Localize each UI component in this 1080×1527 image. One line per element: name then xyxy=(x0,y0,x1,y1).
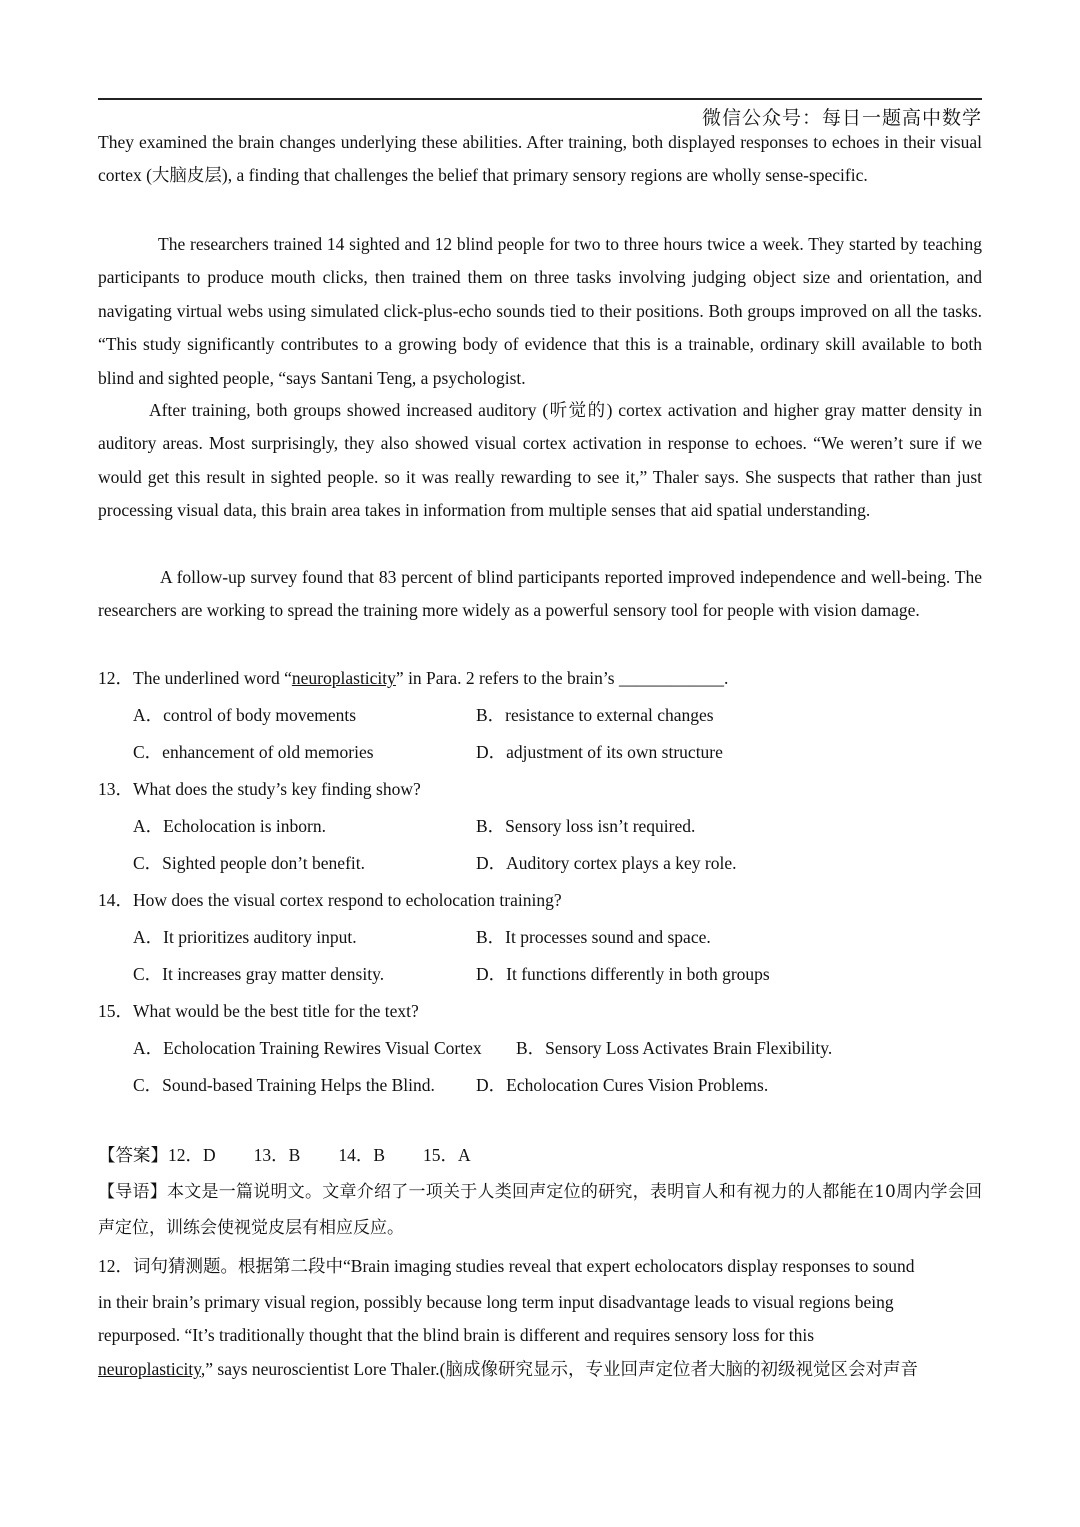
passage-paragraph-4: A follow-up survey found that 83 percent of blind participants reported improved independence and well-being. The researchers are working to spread the training more widely as a powerful sensory tool for people with vision damage. xyxy=(98,567,982,621)
explanation-12-line-4-rest: ,” says neuroscientist Lore Thaler.(脑成像研究显示，专业回声定位者大脑的初级视觉区会对声音 xyxy=(200,1359,918,1379)
answer-12: 12．D xyxy=(168,1145,216,1165)
answer-key xyxy=(98,1143,471,1167)
explanation-12-line-2: in their brain’s primary visual region, possibly because long term input disadvantage leads to visual regions being xyxy=(98,1292,894,1312)
q12-option-c: C．enhancement of old memories xyxy=(133,742,374,762)
question-15-stem: 15．What would be the best title for the text? xyxy=(98,1001,419,1021)
q15-option-b: B．Sensory Loss Activates Brain Flexibility. xyxy=(516,1038,833,1058)
explanation-12-line-3: repurposed. “It’s traditionally thought that the blind brain is different and requires sensory loss for this xyxy=(98,1325,815,1345)
q15-option-a: A．Echolocation Training Rewires Visual Cortex xyxy=(133,1038,482,1058)
q15-option-d: D．Echolocation Cures Vision Problems. xyxy=(476,1075,769,1095)
q12-text-post: ” in Para. 2 refers to the brain’s xyxy=(395,668,619,688)
answer-14: 14．B xyxy=(338,1145,386,1165)
question-14-stem: 14．How does the visual cortex respond to echolocation training? xyxy=(98,890,562,910)
answer-15: 15．A xyxy=(423,1145,471,1165)
q14-option-d: D．It functions differently in both groups xyxy=(476,964,770,984)
q13-option-b: B．Sensory loss isn’t required. xyxy=(476,816,696,836)
q14-option-a: A．It prioritizes auditory input. xyxy=(133,927,357,947)
underlined-word-explanation: neuroplasticity xyxy=(98,1359,201,1379)
q12-option-b: B．resistance to external changes xyxy=(476,705,714,725)
passage-paragraph-3: After training, both groups showed increased auditory (听觉的) cortex activation and higher gray matter density in auditory areas. Most surprisingly, they also showed visual cortex activation in response to echoes. “We weren’t sure if we would get this result in sighted people. so it was really rewarding to see it,” Thaler says. She suspects that rather than just processing visual data, this brain area takes in information from multiple senses that aid spatial understanding. xyxy=(98,400,982,521)
underlined-word: neuroplasticity xyxy=(291,668,396,688)
q13-option-d: D．Auditory cortex plays a key role. xyxy=(476,853,737,873)
header-watermark: 微信公众号：每日一题高中数学 xyxy=(701,107,982,129)
guide-text: 本文是一篇说明文。文章介绍了一项关于人类回声定位的研究，表明盲人和有视力的人都能在10周内学会回声定位，训练会使视觉皮层有相应反应。 xyxy=(98,1182,983,1238)
q13-option-c: C．Sighted people don’t benefit. xyxy=(133,853,366,873)
question-13-stem: 13．What does the study’s key finding show? xyxy=(98,779,421,799)
q12-option-a: A．control of body movements xyxy=(133,705,357,725)
guide-paragraph xyxy=(98,1174,982,1246)
passage-paragraph-2: The researchers trained 14 sighted and 12 blind people for two to three hours twice a week. They started by teaching participants to produce mouth clicks, then trained them on three tasks involving judging object size and orientation, and navigating virtual webs using simulated click-plus-echo sounds tied to their positions. Both groups improved on all the tasks. “This study significantly contributes to a growing body of evidence that this is a trainable, ordinary skill available to both blind and sighted people, “says Santani Teng, a psychologist. xyxy=(98,234,982,388)
q15-option-c: C．Sound-based Training Helps the Blind. xyxy=(133,1075,435,1095)
explanation-12-line-1: 12．词句猜测题。根据第二段中“Brain imaging studies reveal that expert echolocators display responses to sound xyxy=(98,1256,915,1276)
passage-paragraph-1: They examined the brain changes underlying these abilities. After training, both displayed responses to echoes in their visual cortex (大脑皮层), a finding that challenges the belief that primary sensory regions are wholly sense-specific. xyxy=(98,132,982,186)
guide-label: 【导语】 xyxy=(98,1182,167,1202)
q12-text-pre: 12．The underlined word “ xyxy=(98,668,292,688)
answer-blank: ____________ xyxy=(618,668,724,688)
q12-end: . xyxy=(723,668,729,688)
q14-option-b: B．It processes sound and space. xyxy=(476,927,711,947)
header-rule xyxy=(98,98,982,100)
q13-option-a: A．Echolocation is inborn. xyxy=(133,816,326,836)
answer-13: 13．B xyxy=(253,1145,301,1165)
explanation-12-line-4 xyxy=(98,1357,918,1381)
answer-label: 【答案】 xyxy=(98,1145,168,1165)
q14-option-c: C．It increases gray matter density. xyxy=(133,964,385,984)
question-12-stem xyxy=(98,666,728,690)
q12-option-d: D．adjustment of its own structure xyxy=(476,742,723,762)
